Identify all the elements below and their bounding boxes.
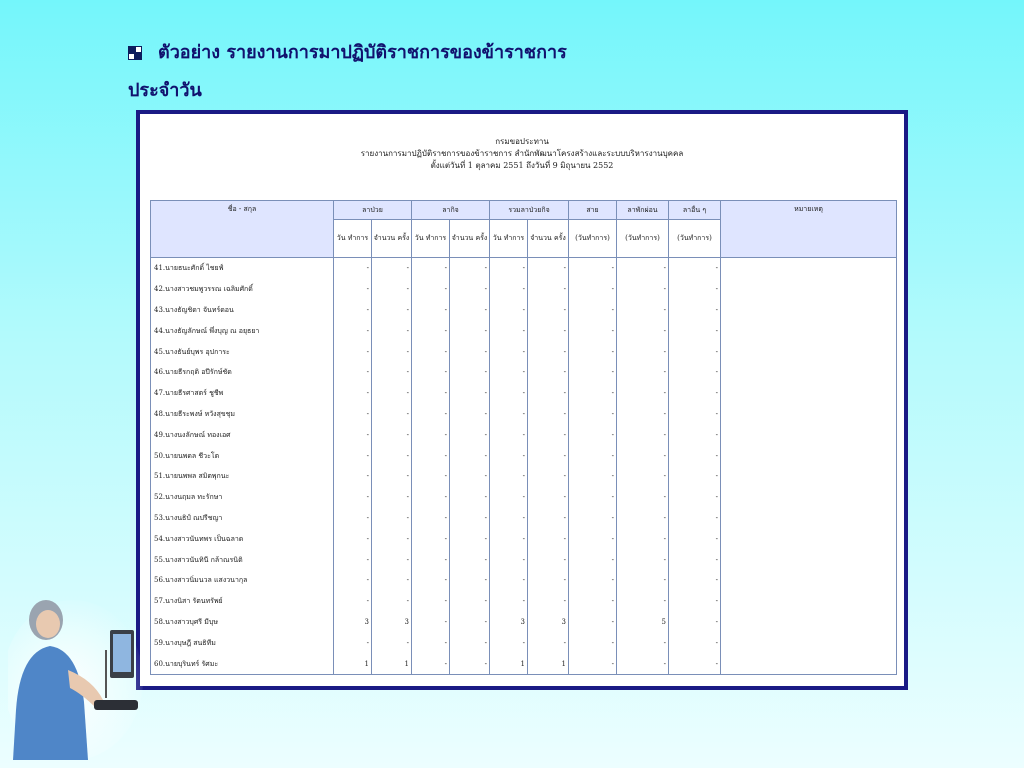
row-cell: -: [490, 528, 528, 549]
attendance-table: [150, 200, 897, 675]
row-cell: -: [569, 528, 617, 549]
row-cell: -: [617, 549, 669, 570]
row-cell: -: [490, 404, 528, 425]
row-name: 41.นายธนะศักดิ์ ไชยฟ์: [151, 258, 334, 279]
row-cell: -: [669, 570, 721, 591]
table-row: [151, 570, 897, 591]
document-org: กรมขอประทาน: [495, 137, 549, 146]
row-name: 57.นางนิสา รัตนทรัพย์: [151, 591, 334, 612]
row-cell: -: [334, 424, 372, 445]
row-cell: -: [450, 653, 490, 674]
row-cell: -: [372, 362, 412, 383]
row-cell: -: [412, 258, 450, 279]
row-cell: -: [334, 445, 372, 466]
row-cell: 3: [334, 612, 372, 633]
row-remark: [721, 279, 897, 300]
row-cell: -: [372, 508, 412, 529]
row-cell: -: [569, 653, 617, 674]
row-cell: -: [669, 404, 721, 425]
row-cell: -: [528, 632, 569, 653]
table-row: [151, 508, 897, 529]
table-body: [151, 258, 897, 675]
row-cell: -: [372, 300, 412, 321]
row-cell: -: [617, 591, 669, 612]
col-header-other: ลาอื่น ๆ: [669, 201, 721, 220]
row-cell: -: [412, 591, 450, 612]
row-cell: -: [669, 528, 721, 549]
row-cell: -: [669, 300, 721, 321]
row-cell: -: [334, 300, 372, 321]
subheader-days: วัน ทำการ: [490, 220, 528, 258]
row-cell: -: [412, 653, 450, 674]
row-cell: -: [372, 279, 412, 300]
row-cell: -: [412, 487, 450, 508]
row-cell: -: [372, 341, 412, 362]
row-cell: -: [412, 549, 450, 570]
row-cell: -: [412, 612, 450, 633]
row-cell: -: [617, 404, 669, 425]
row-remark: [721, 591, 897, 612]
col-header-personal: ลากิจ: [412, 201, 490, 220]
row-cell: -: [334, 362, 372, 383]
row-cell: -: [490, 341, 528, 362]
row-cell: -: [412, 466, 450, 487]
table-row: [151, 445, 897, 466]
row-cell: 1: [372, 653, 412, 674]
row-cell: -: [669, 466, 721, 487]
row-cell: -: [334, 341, 372, 362]
col-header-remark: หมายเหตุ: [721, 201, 897, 258]
row-cell: -: [617, 300, 669, 321]
row-name: 58.นางสาวบุศรี มีบุษ: [151, 612, 334, 633]
row-cell: -: [669, 383, 721, 404]
table-row: [151, 404, 897, 425]
row-cell: -: [450, 320, 490, 341]
row-cell: -: [372, 549, 412, 570]
row-cell: -: [450, 508, 490, 529]
row-cell: 5: [617, 612, 669, 633]
row-cell: -: [569, 300, 617, 321]
row-cell: -: [617, 528, 669, 549]
row-cell: -: [372, 424, 412, 445]
row-cell: -: [617, 445, 669, 466]
table-row: [151, 424, 897, 445]
row-cell: -: [412, 320, 450, 341]
row-cell: -: [528, 549, 569, 570]
row-name: 48.นายธีระพงษ์ หวังสุขชุม: [151, 404, 334, 425]
row-cell: -: [334, 383, 372, 404]
row-cell: -: [490, 466, 528, 487]
row-cell: -: [569, 487, 617, 508]
row-cell: -: [372, 404, 412, 425]
row-cell: -: [528, 424, 569, 445]
row-remark: [721, 632, 897, 653]
row-cell: -: [617, 383, 669, 404]
row-cell: 1: [490, 653, 528, 674]
row-cell: -: [569, 612, 617, 633]
row-cell: -: [617, 424, 669, 445]
row-cell: -: [569, 341, 617, 362]
table-row: [151, 466, 897, 487]
row-cell: -: [412, 404, 450, 425]
row-cell: -: [528, 466, 569, 487]
row-cell: -: [669, 653, 721, 674]
row-name: 45.นางธันย์บุพร อุปการะ: [151, 341, 334, 362]
row-cell: -: [450, 528, 490, 549]
row-cell: -: [450, 570, 490, 591]
row-cell: -: [490, 362, 528, 383]
row-cell: -: [412, 383, 450, 404]
row-cell: 3: [372, 612, 412, 633]
row-remark: [721, 300, 897, 321]
row-cell: -: [569, 320, 617, 341]
row-cell: -: [412, 445, 450, 466]
row-cell: -: [450, 341, 490, 362]
row-cell: -: [334, 258, 372, 279]
table-row: [151, 632, 897, 653]
row-cell: -: [450, 279, 490, 300]
row-cell: -: [617, 632, 669, 653]
row-cell: -: [528, 591, 569, 612]
row-cell: -: [334, 279, 372, 300]
row-cell: -: [528, 320, 569, 341]
row-cell: -: [528, 300, 569, 321]
table-row: [151, 591, 897, 612]
row-name: 44.นางธัญลักษณ์ พึ่งบุญ ณ อยุธยา: [151, 320, 334, 341]
row-cell: -: [669, 632, 721, 653]
row-name: 43.นางธัญชิดา จันทร์ดอน: [151, 300, 334, 321]
row-cell: -: [450, 445, 490, 466]
row-cell: -: [569, 445, 617, 466]
row-cell: -: [617, 258, 669, 279]
row-cell: -: [412, 632, 450, 653]
row-cell: -: [669, 612, 721, 633]
row-cell: -: [450, 466, 490, 487]
row-cell: -: [528, 404, 569, 425]
row-cell: -: [334, 549, 372, 570]
row-cell: -: [569, 549, 617, 570]
row-cell: 3: [490, 612, 528, 633]
row-name: 55.นางสาวนันทินี กล้าณรนิติ: [151, 549, 334, 570]
row-cell: -: [412, 424, 450, 445]
row-cell: -: [450, 612, 490, 633]
row-cell: -: [372, 445, 412, 466]
row-cell: -: [528, 508, 569, 529]
row-cell: -: [669, 279, 721, 300]
table-row: [151, 528, 897, 549]
row-cell: -: [528, 279, 569, 300]
row-remark: [721, 424, 897, 445]
row-cell: -: [450, 487, 490, 508]
report-document: [136, 110, 908, 690]
row-cell: -: [372, 528, 412, 549]
row-cell: -: [669, 362, 721, 383]
row-cell: -: [669, 487, 721, 508]
row-cell: -: [528, 528, 569, 549]
row-remark: [721, 362, 897, 383]
document-title: รายงานการมาปฏิบัติราชการของข้าราชการ สำนักพัฒนาโครงสร้างและระบบบริหารงานบุคคล: [360, 149, 684, 158]
row-cell: -: [334, 632, 372, 653]
row-name: 50.นายนพดล ชีวะโต: [151, 445, 334, 466]
table-row: [151, 300, 897, 321]
row-name: 60.นายบุรินทร์ รัศมะ: [151, 653, 334, 674]
row-cell: -: [528, 362, 569, 383]
col-header-name: ชื่อ - สกุล: [151, 201, 334, 258]
table-row: [151, 612, 897, 633]
document-header: [140, 114, 904, 172]
row-cell: -: [412, 362, 450, 383]
row-cell: -: [528, 383, 569, 404]
row-remark: [721, 487, 897, 508]
row-cell: -: [372, 320, 412, 341]
row-name: 52.นางนฤมล ทะรักษา: [151, 487, 334, 508]
row-cell: -: [450, 258, 490, 279]
row-remark: [721, 612, 897, 633]
subheader-workdays: (วันทำการ): [569, 220, 617, 258]
checker-bullet-icon: [128, 46, 142, 60]
row-cell: -: [569, 508, 617, 529]
row-remark: [721, 320, 897, 341]
row-cell: -: [669, 341, 721, 362]
row-cell: -: [334, 466, 372, 487]
row-cell: -: [412, 341, 450, 362]
row-cell: -: [450, 632, 490, 653]
row-cell: 3: [528, 612, 569, 633]
row-remark: [721, 404, 897, 425]
row-cell: -: [334, 404, 372, 425]
row-cell: -: [490, 320, 528, 341]
row-name: 53.นางนธิป์ ณปรีชญา: [151, 508, 334, 529]
row-cell: -: [569, 383, 617, 404]
row-remark: [721, 508, 897, 529]
row-cell: -: [490, 632, 528, 653]
row-cell: -: [334, 570, 372, 591]
row-name: 59.นางบุษฎี สนธิทีม: [151, 632, 334, 653]
row-cell: -: [569, 570, 617, 591]
row-cell: -: [528, 570, 569, 591]
row-cell: -: [490, 570, 528, 591]
row-remark: [721, 258, 897, 279]
table-row: [151, 653, 897, 674]
table-row: [151, 383, 897, 404]
row-cell: -: [669, 258, 721, 279]
row-remark: [721, 528, 897, 549]
row-name: 42.นางสาวชมพูวรรณ เฉลิมศักดิ์: [151, 279, 334, 300]
row-cell: -: [450, 549, 490, 570]
row-cell: -: [490, 424, 528, 445]
row-cell: -: [617, 570, 669, 591]
row-cell: -: [569, 632, 617, 653]
row-remark: [721, 549, 897, 570]
row-cell: -: [372, 258, 412, 279]
document-period: ตั้งแต่วันที่ 1 ตุลาคม 2551 ถึงวันที่ 9 มิถุนายน 2552: [430, 161, 614, 170]
row-cell: -: [669, 591, 721, 612]
subheader-workdays: (วันทำการ): [669, 220, 721, 258]
row-cell: -: [569, 279, 617, 300]
row-cell: -: [412, 300, 450, 321]
row-cell: -: [669, 445, 721, 466]
subheader-days: วัน ทำการ: [334, 220, 372, 258]
row-cell: -: [490, 508, 528, 529]
row-cell: -: [617, 279, 669, 300]
row-cell: -: [372, 632, 412, 653]
row-remark: [721, 445, 897, 466]
row-cell: -: [528, 445, 569, 466]
row-remark: [721, 383, 897, 404]
row-cell: -: [569, 404, 617, 425]
row-remark: [721, 466, 897, 487]
table-row: [151, 362, 897, 383]
row-cell: -: [569, 258, 617, 279]
row-cell: -: [617, 320, 669, 341]
row-cell: -: [617, 653, 669, 674]
row-cell: -: [669, 549, 721, 570]
row-cell: -: [412, 508, 450, 529]
row-cell: -: [490, 445, 528, 466]
row-cell: -: [372, 487, 412, 508]
row-cell: -: [528, 341, 569, 362]
row-cell: -: [334, 528, 372, 549]
row-cell: -: [528, 487, 569, 508]
row-cell: -: [334, 508, 372, 529]
table-row: [151, 320, 897, 341]
col-header-vacation: ลาพักผ่อน: [617, 201, 669, 220]
row-cell: -: [490, 279, 528, 300]
row-cell: -: [669, 320, 721, 341]
subheader-times: จำนวน ครั้ง: [372, 220, 412, 258]
col-header-sick: ลาป่วย: [334, 201, 412, 220]
row-name: 54.นางสาวนันทพร เป็นฉลาด: [151, 528, 334, 549]
row-cell: -: [372, 466, 412, 487]
subheader-times: จำนวน ครั้ง: [528, 220, 569, 258]
row-cell: -: [412, 528, 450, 549]
row-cell: -: [334, 320, 372, 341]
row-cell: -: [490, 591, 528, 612]
row-cell: -: [617, 362, 669, 383]
row-cell: -: [450, 383, 490, 404]
subheader-days: วัน ทำการ: [412, 220, 450, 258]
subheader-workdays: (วันทำการ): [617, 220, 669, 258]
row-cell: -: [617, 466, 669, 487]
row-cell: -: [490, 300, 528, 321]
row-cell: -: [617, 341, 669, 362]
col-header-total: รวมลาป่วยกิจ: [490, 201, 569, 220]
col-header-late: สาย: [569, 201, 617, 220]
row-cell: -: [412, 279, 450, 300]
row-remark: [721, 570, 897, 591]
row-cell: 1: [528, 653, 569, 674]
row-remark: [721, 653, 897, 674]
row-cell: -: [450, 362, 490, 383]
subheader-times: จำนวน ครั้ง: [450, 220, 490, 258]
row-name: 49.นางนงลักษณ์ ทองเอศ: [151, 424, 334, 445]
heading-subtitle: ประจำวัน: [128, 80, 202, 101]
presenter-illustration: [8, 590, 148, 760]
table-row: [151, 258, 897, 279]
row-cell: -: [669, 424, 721, 445]
row-cell: -: [569, 362, 617, 383]
row-cell: -: [490, 549, 528, 570]
row-cell: -: [490, 487, 528, 508]
row-cell: -: [617, 487, 669, 508]
row-name: 56.นางสาวนิ่มนวล แสงวนากุล: [151, 570, 334, 591]
row-cell: -: [569, 591, 617, 612]
row-cell: -: [450, 424, 490, 445]
table-row: [151, 279, 897, 300]
row-cell: -: [334, 591, 372, 612]
row-name: 51.นายนพพล สมิตพุกนะ: [151, 466, 334, 487]
heading-title: ตัวอย่าง รายงานการมาปฏิบัติราชการของข้าราชการ: [158, 42, 567, 63]
row-cell: -: [528, 258, 569, 279]
row-cell: -: [450, 300, 490, 321]
table-row: [151, 341, 897, 362]
row-cell: -: [569, 424, 617, 445]
row-cell: 1: [334, 653, 372, 674]
table-row: [151, 549, 897, 570]
row-cell: -: [334, 487, 372, 508]
row-cell: -: [490, 258, 528, 279]
row-name: 47.นายธีรศาสตร์ ชูชีพ: [151, 383, 334, 404]
row-cell: -: [372, 570, 412, 591]
row-cell: -: [450, 404, 490, 425]
row-remark: [721, 341, 897, 362]
row-cell: -: [412, 570, 450, 591]
row-cell: -: [617, 508, 669, 529]
table-header-row: [151, 201, 897, 220]
table-row: [151, 487, 897, 508]
row-cell: -: [450, 591, 490, 612]
row-cell: -: [669, 508, 721, 529]
row-name: 46.นายธีรกฤติ อปีรักษ์ชัด: [151, 362, 334, 383]
row-cell: -: [490, 383, 528, 404]
row-cell: -: [569, 466, 617, 487]
heading-line-1: [128, 40, 567, 66]
row-cell: -: [372, 383, 412, 404]
slide-heading: [128, 40, 567, 104]
row-cell: -: [372, 591, 412, 612]
